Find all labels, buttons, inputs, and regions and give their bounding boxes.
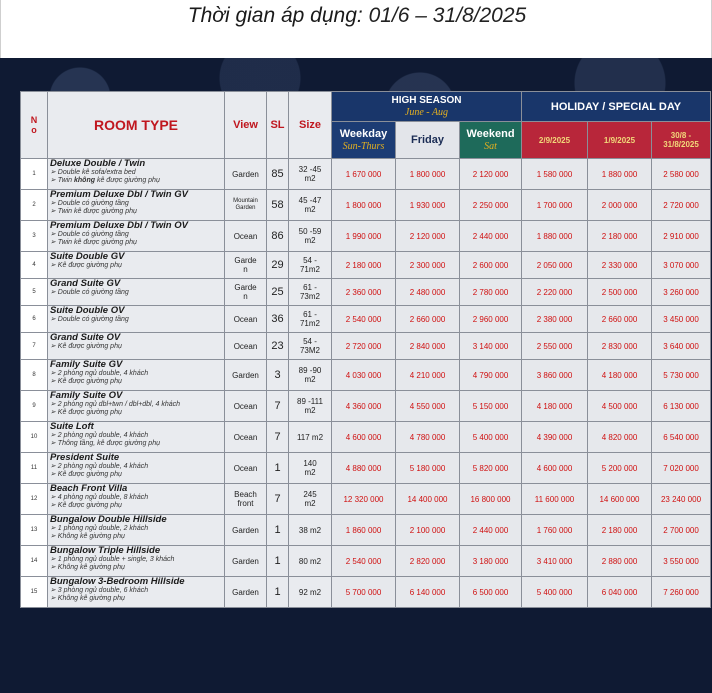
room-cell <box>48 515 225 546</box>
table-row <box>21 306 711 333</box>
room-cell <box>48 391 225 422</box>
room-desc: ➢ Double có giường tầng <box>50 316 129 323</box>
room-name: Family Suite OV <box>50 390 123 401</box>
holiday-date-2-header: 1/9/2025 <box>588 122 652 159</box>
row-number: 14 <box>21 546 48 577</box>
row-number: 15 <box>21 577 48 608</box>
price-cell: 2 180 000 <box>588 515 652 546</box>
size-cell: 61 - 73m2 <box>289 279 332 306</box>
price-cell: 5 820 000 <box>460 453 522 484</box>
view-cell: Garden <box>225 159 267 190</box>
room-name: Suite Loft <box>50 421 94 432</box>
price-cell: 4 550 000 <box>396 391 460 422</box>
price-cell: 2 100 000 <box>396 515 460 546</box>
sl-cell: 29 <box>267 252 289 279</box>
price-cell: 3 450 000 <box>652 306 711 333</box>
room-name: President Suite <box>50 452 120 463</box>
price-cell: 23 240 000 <box>652 484 711 515</box>
price-cell: 2 540 000 <box>332 546 396 577</box>
room-name: Family Suite GV <box>50 359 123 370</box>
weekend-header: Weekend Sat <box>460 122 522 159</box>
price-cell: 2 540 000 <box>332 306 396 333</box>
row-number: 3 <box>21 221 48 252</box>
price-cell: 4 780 000 <box>396 422 460 453</box>
price-cell: 2 220 000 <box>522 279 588 306</box>
room-cell <box>48 422 225 453</box>
room-desc: ➢ Twin kê được giường phụ <box>50 239 137 246</box>
room-cell <box>48 306 225 333</box>
size-cell: 50 -59 m2 <box>289 221 332 252</box>
price-cell: 3 640 000 <box>652 333 711 360</box>
price-cell: 14 600 000 <box>588 484 652 515</box>
price-cell: 2 550 000 <box>522 333 588 360</box>
price-cell: 5 180 000 <box>396 453 460 484</box>
price-cell: 2 830 000 <box>588 333 652 360</box>
room-cell <box>48 221 225 252</box>
row-number: 4 <box>21 252 48 279</box>
price-cell: 1 930 000 <box>396 190 460 221</box>
table-row <box>21 484 711 515</box>
row-number: 10 <box>21 422 48 453</box>
room-name: Bungalow Double Hillside <box>50 514 167 525</box>
room-name: Grand Suite OV <box>50 332 121 343</box>
price-cell: 5 150 000 <box>460 391 522 422</box>
sl-cell: 58 <box>267 190 289 221</box>
price-cell: 2 580 000 <box>652 159 711 190</box>
price-cell: 2 120 000 <box>396 221 460 252</box>
view-cell: Ocean <box>225 306 267 333</box>
price-cell: 2 660 000 <box>588 306 652 333</box>
price-cell: 5 400 000 <box>522 577 588 608</box>
room-desc: ➢ 4 phòng ngủ double, 8 khách <box>50 494 149 501</box>
holiday-header: HOLIDAY / SPECIAL DAY <box>522 92 711 122</box>
room-name: Beach Front Villa <box>50 483 128 494</box>
room-desc: ➢ Không kê giường phụ <box>50 595 125 602</box>
view-cell: Ocean <box>225 333 267 360</box>
sl-cell: 1 <box>267 546 289 577</box>
price-cell: 11 600 000 <box>522 484 588 515</box>
room-desc: ➢ Kê được giường phụ <box>50 343 122 350</box>
col-view-header: View <box>225 92 267 159</box>
view-cell: Garden <box>225 515 267 546</box>
view-cell: Mountain Garden <box>225 190 267 221</box>
price-cell: 1 880 000 <box>522 221 588 252</box>
room-cell <box>48 484 225 515</box>
table-row <box>21 422 711 453</box>
row-number: 7 <box>21 333 48 360</box>
view-cell: Ocean <box>225 391 267 422</box>
room-desc: ➢ Không kê giường phụ <box>50 533 125 540</box>
size-cell: 32 -45 m2 <box>289 159 332 190</box>
room-name: Deluxe Double / Twin <box>50 158 146 169</box>
apply-dates: 01/6 – 31/8/2025 <box>368 4 527 27</box>
price-cell: 2 050 000 <box>522 252 588 279</box>
price-cell: 4 790 000 <box>460 360 522 391</box>
price-cell: 3 260 000 <box>652 279 711 306</box>
col-sl-header: SL <box>267 92 289 159</box>
room-desc: ➢ Kê được giường phụ <box>50 471 122 478</box>
sl-cell: 7 <box>267 422 289 453</box>
price-cell: 4 390 000 <box>522 422 588 453</box>
room-desc: ➢ Twin không kê được giường phụ <box>50 177 160 184</box>
view-cell: Garde n <box>225 279 267 306</box>
price-cell: 2 780 000 <box>460 279 522 306</box>
room-name: Grand Suite GV <box>50 278 121 289</box>
price-table <box>20 91 711 608</box>
price-cell: 1 700 000 <box>522 190 588 221</box>
room-name: Suite Double OV <box>50 305 125 316</box>
price-cell: 5 200 000 <box>588 453 652 484</box>
price-cell: 2 120 000 <box>460 159 522 190</box>
view-cell: Ocean <box>225 422 267 453</box>
price-cell: 6 040 000 <box>588 577 652 608</box>
table-row <box>21 577 711 608</box>
price-cell: 2 700 000 <box>652 515 711 546</box>
room-desc: ➢ Kê được giường phụ <box>50 262 122 269</box>
holiday-date-1-header: 2/9/2025 <box>522 122 588 159</box>
price-cell: 1 990 000 <box>332 221 396 252</box>
price-cell: 1 860 000 <box>332 515 396 546</box>
room-desc: ➢ Kê được giường phụ <box>50 502 122 509</box>
price-cell: 4 600 000 <box>332 422 396 453</box>
row-number: 6 <box>21 306 48 333</box>
price-cell: 1 670 000 <box>332 159 396 190</box>
price-cell: 2 300 000 <box>396 252 460 279</box>
sl-cell: 1 <box>267 577 289 608</box>
price-cell: 4 880 000 <box>332 453 396 484</box>
table-row <box>21 279 711 306</box>
price-cell: 2 880 000 <box>588 546 652 577</box>
price-cell: 3 410 000 <box>522 546 588 577</box>
room-cell <box>48 159 225 190</box>
table-row <box>21 333 711 360</box>
table-row <box>21 360 711 391</box>
price-cell: 2 440 000 <box>460 515 522 546</box>
room-name: Bungalow 3-Bedroom Hillside <box>50 576 185 587</box>
room-desc: ➢ 2 phòng ngủ dbl+twn / dbl+dbl, 4 khách <box>50 401 181 408</box>
price-cell: 4 030 000 <box>332 360 396 391</box>
high-season-header: HIGH SEASON June - Aug <box>332 92 522 122</box>
price-cell: 2 840 000 <box>396 333 460 360</box>
room-cell <box>48 333 225 360</box>
col-no-header: N o <box>21 92 48 159</box>
room-desc: ➢ 1 phòng ngủ double, 2 khách <box>50 525 149 532</box>
room-name: Suite Double GV <box>50 251 125 262</box>
price-cell: 1 800 000 <box>332 190 396 221</box>
size-cell: 117 m2 <box>289 422 332 453</box>
price-cell: 2 380 000 <box>522 306 588 333</box>
price-cell: 4 600 000 <box>522 453 588 484</box>
row-number: 2 <box>21 190 48 221</box>
price-cell: 5 700 000 <box>332 577 396 608</box>
col-room-type-header: ROOM TYPE <box>48 92 225 159</box>
price-cell: 1 800 000 <box>396 159 460 190</box>
room-name: Bungalow Triple Hillside <box>50 545 161 556</box>
room-desc: ➢ Double có giường tầng <box>50 200 129 207</box>
apply-label: Thời gian áp dụng: <box>187 4 369 27</box>
price-cell: 4 500 000 <box>588 391 652 422</box>
size-cell: 89 -90 m2 <box>289 360 332 391</box>
price-cell: 14 400 000 <box>396 484 460 515</box>
sl-cell: 25 <box>267 279 289 306</box>
sl-cell: 7 <box>267 484 289 515</box>
view-cell: Ocean <box>225 221 267 252</box>
room-desc: ➢ Thông tầng, kê được giường phụ <box>50 440 160 447</box>
view-cell: Ocean <box>225 453 267 484</box>
col-size-header: Size <box>289 92 332 159</box>
row-number: 11 <box>21 453 48 484</box>
price-cell: 2 480 000 <box>396 279 460 306</box>
sl-cell: 3 <box>267 360 289 391</box>
view-cell: Garden <box>225 577 267 608</box>
room-desc: ➢ Twin kê được giường phụ <box>50 208 137 215</box>
row-number: 9 <box>21 391 48 422</box>
price-cell: 2 440 000 <box>460 221 522 252</box>
price-cell: 6 130 000 <box>652 391 711 422</box>
room-desc: ➢ Double có giường tầng <box>50 231 129 238</box>
size-cell: 38 m2 <box>289 515 332 546</box>
table-row <box>21 391 711 422</box>
size-cell: 61 - 71m2 <box>289 306 332 333</box>
price-cell: 4 180 000 <box>588 360 652 391</box>
price-cell: 4 820 000 <box>588 422 652 453</box>
view-cell: Beach front <box>225 484 267 515</box>
price-cell: 1 760 000 <box>522 515 588 546</box>
sl-cell: 36 <box>267 306 289 333</box>
room-desc: ➢ Không kê giường phụ <box>50 564 125 571</box>
sl-cell: 7 <box>267 391 289 422</box>
room-desc: ➢ 2 phòng ngủ double, 4 khách <box>50 463 149 470</box>
table-row <box>21 453 711 484</box>
sl-cell: 1 <box>267 453 289 484</box>
room-desc: ➢ 2 phòng ngủ double, 4 khách <box>50 432 149 439</box>
price-cell: 5 730 000 <box>652 360 711 391</box>
row-number: 12 <box>21 484 48 515</box>
price-cell: 2 330 000 <box>588 252 652 279</box>
table-row <box>21 546 711 577</box>
price-cell: 7 260 000 <box>652 577 711 608</box>
room-desc: ➢ Double kê sofa/extra bed <box>50 169 136 176</box>
row-number: 13 <box>21 515 48 546</box>
size-cell: 92 m2 <box>289 577 332 608</box>
room-desc: ➢ 2 phòng ngủ double, 4 khách <box>50 370 149 377</box>
room-cell <box>48 252 225 279</box>
price-cell: 4 210 000 <box>396 360 460 391</box>
price-cell: 1 880 000 <box>588 159 652 190</box>
room-desc: ➢ Kê được giường phụ <box>50 378 122 385</box>
price-cell: 2 660 000 <box>396 306 460 333</box>
price-cell: 2 960 000 <box>460 306 522 333</box>
table-row <box>21 190 711 221</box>
table-row <box>21 252 711 279</box>
price-cell: 3 140 000 <box>460 333 522 360</box>
holiday-date-3-header: 30/8 - 31/8/2025 <box>652 122 711 159</box>
price-cell: 12 320 000 <box>332 484 396 515</box>
table-row <box>21 221 711 252</box>
price-cell: 2 180 000 <box>588 221 652 252</box>
price-cell: 16 800 000 <box>460 484 522 515</box>
price-cell: 2 500 000 <box>588 279 652 306</box>
price-cell: 3 180 000 <box>460 546 522 577</box>
price-cell: 2 600 000 <box>460 252 522 279</box>
weekday-header: Weekday Sun-Thurs <box>332 122 396 159</box>
price-cell: 2 910 000 <box>652 221 711 252</box>
size-cell: 54 - 71m2 <box>289 252 332 279</box>
price-cell: 7 020 000 <box>652 453 711 484</box>
row-number: 1 <box>21 159 48 190</box>
room-cell <box>48 360 225 391</box>
sl-cell: 1 <box>267 515 289 546</box>
price-cell: 2 720 000 <box>652 190 711 221</box>
price-cell: 2 180 000 <box>332 252 396 279</box>
room-cell <box>48 453 225 484</box>
sl-cell: 85 <box>267 159 289 190</box>
apply-period <box>1 4 712 28</box>
price-cell: 6 540 000 <box>652 422 711 453</box>
view-cell: Garden <box>225 360 267 391</box>
size-cell: 245 m2 <box>289 484 332 515</box>
view-cell: Garde n <box>225 252 267 279</box>
price-cell: 2 720 000 <box>332 333 396 360</box>
size-cell: 89 -111 m2 <box>289 391 332 422</box>
top-banner <box>0 0 712 58</box>
size-cell: 140 m2 <box>289 453 332 484</box>
room-name: Premium Deluxe Dbl / Twin OV <box>50 220 188 231</box>
price-cell: 5 400 000 <box>460 422 522 453</box>
price-cell: 4 360 000 <box>332 391 396 422</box>
room-name: Premium Deluxe Dbl / Twin GV <box>50 189 188 200</box>
room-cell <box>48 190 225 221</box>
room-desc: ➢ Kê được giường phụ <box>50 409 122 416</box>
price-cell: 3 860 000 <box>522 360 588 391</box>
price-cell: 2 000 000 <box>588 190 652 221</box>
size-cell: 45 -47 m2 <box>289 190 332 221</box>
friday-header: Friday <box>396 122 460 159</box>
room-cell <box>48 279 225 306</box>
sl-cell: 23 <box>267 333 289 360</box>
price-cell: 3 070 000 <box>652 252 711 279</box>
price-cell: 1 580 000 <box>522 159 588 190</box>
price-cell: 2 360 000 <box>332 279 396 306</box>
room-desc: ➢ Double có giường tầng <box>50 289 129 296</box>
room-cell <box>48 577 225 608</box>
room-desc: ➢ 3 phòng ngủ double, 6 khách <box>50 587 149 594</box>
price-cell: 6 500 000 <box>460 577 522 608</box>
price-cell: 4 180 000 <box>522 391 588 422</box>
size-cell: 80 m2 <box>289 546 332 577</box>
table-row <box>21 159 711 190</box>
price-cell: 2 250 000 <box>460 190 522 221</box>
room-desc: ➢ 1 phòng ngủ double + single, 3 khách <box>50 556 175 563</box>
size-cell: 54 - 73M2 <box>289 333 332 360</box>
row-number: 5 <box>21 279 48 306</box>
table-row <box>21 515 711 546</box>
row-number: 8 <box>21 360 48 391</box>
price-cell: 6 140 000 <box>396 577 460 608</box>
view-cell: Garden <box>225 546 267 577</box>
room-cell <box>48 546 225 577</box>
price-cell: 2 820 000 <box>396 546 460 577</box>
sl-cell: 86 <box>267 221 289 252</box>
price-cell: 3 550 000 <box>652 546 711 577</box>
